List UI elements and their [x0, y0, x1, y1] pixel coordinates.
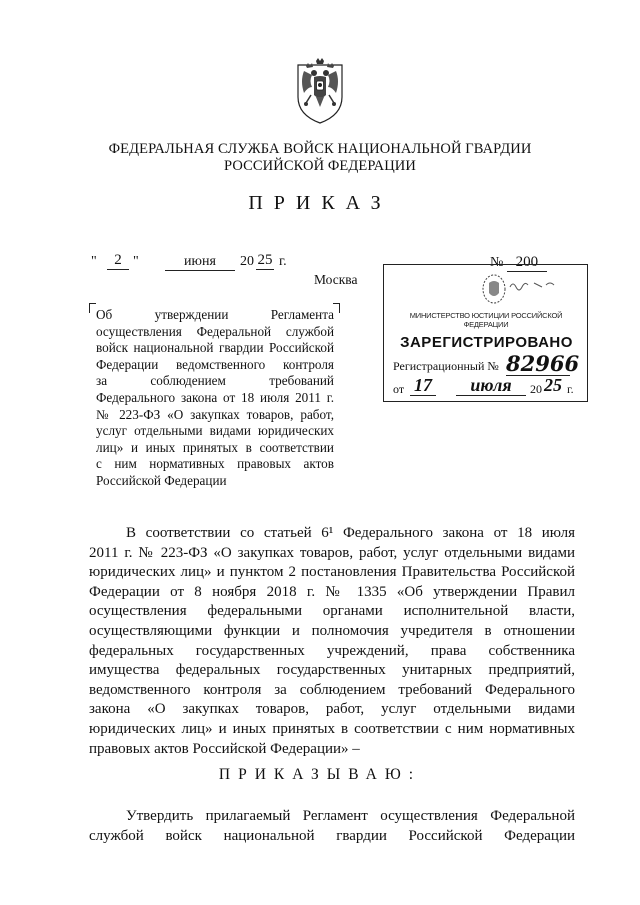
preamble-line: закона «О закупках товаров, работ, услуг отдельными видами: [89, 701, 575, 718]
stamp-date-month: июля: [456, 375, 526, 396]
subject-line: Федерального закона от 18 июля 2011 г.: [96, 389, 334, 405]
preamble-line: юридических лиц» и пунктом 2 постановления Правительства Российской: [89, 564, 575, 581]
stamp-date-year-suffix: 25: [544, 375, 562, 395]
date-year-suffix: 25: [257, 252, 273, 268]
subject-line: с ним нормативных правовых актов: [96, 456, 334, 472]
stamp-ministry: МИНИСТЕРСТВО ЮСТИЦИИ РОССИЙСКОЙ ФЕДЕРАЦИИ: [409, 311, 563, 329]
number-value: 200: [507, 254, 547, 272]
subject-line: Федерации ведомственного контроля: [96, 356, 334, 372]
number-prefix: №: [490, 255, 504, 270]
preamble-line: имущества федеральных государственных унитарных предприятий,: [89, 662, 575, 679]
subject-block: [96, 307, 334, 490]
stamp-registered: ЗАРЕГИСТРИРОВАНО: [400, 334, 573, 351]
stamp-date-day: 17: [410, 375, 436, 396]
stamp-date-prefix: от: [393, 382, 405, 396]
preamble-line: правовых актов Российской Федерации» –: [89, 740, 360, 757]
subject-line: Российской Федерации: [96, 472, 227, 488]
russian-coat-of-arms-icon: [292, 57, 348, 125]
subject-line: Об утверждении Регламента: [96, 307, 334, 322]
order-line: Утвердить прилагаемый Регламент осуществления Федеральной: [126, 808, 575, 824]
date-open-quote: ": [91, 254, 97, 269]
date-year-prefix: 20: [240, 254, 254, 269]
preamble-paragraph: [89, 524, 575, 759]
preamble-line: 2011 г. № 223-ФЗ «О закупках товаров, работ, услуг отдельными видами: [89, 544, 575, 561]
organization-name-line1: ФЕДЕРАЛЬНАЯ СЛУЖБА ВОЙСК НАЦИОНАЛЬНОЙ ГВАРДИИ: [108, 141, 532, 157]
date-month: июня: [165, 254, 235, 271]
preamble-line: В соответствии со статьей 6¹ Федерального закона от 18 июля: [126, 525, 575, 541]
order-paragraph: [89, 806, 575, 846]
stamp-date-year-mark: г.: [567, 382, 574, 396]
registration-stamp: [383, 264, 588, 402]
date-close-quote: ": [133, 254, 139, 269]
subject-corner-right: [333, 303, 340, 313]
subject-line: лиц» и иных принятых в соответствии: [96, 439, 334, 455]
preamble-line: юридических лиц» и иных принятых в соответствии с ним нормативных: [89, 720, 575, 737]
subject-line: № 223-ФЗ «О закупках товаров, работ,: [96, 406, 334, 422]
order-word: ПРИКАЗЫВАЮ:: [218, 766, 422, 783]
date-year-mark: г.: [279, 254, 287, 269]
stamp-date-year-prefix: 20: [530, 382, 542, 396]
preamble-line: осуществления федеральными органами исполнительной власти,: [89, 603, 575, 620]
stamp-reg-number: 82966: [506, 351, 580, 376]
subject-corner-left: [89, 303, 96, 313]
subject-line: услуг отдельными видами юридических: [96, 423, 334, 439]
stamp-scribble-icon: [464, 279, 574, 291]
preamble-line: ведомственного контроля за соблюдением требований Федерального: [89, 681, 575, 698]
preamble-line: Федерации от 8 ноября 2018 г. № 1335 «Об утверждении Правил: [89, 583, 575, 600]
preamble-line: осуществляющими функции и полномочия учредителя в отношении: [89, 622, 575, 639]
subject-line: осуществления Федеральной службой: [96, 323, 334, 339]
document-type-title: ПРИКАЗ: [248, 192, 392, 214]
subject-line: за соблюдением требований: [96, 373, 334, 389]
stamp-reg-label: Регистрационный №: [393, 359, 499, 373]
city: Москва: [314, 272, 358, 287]
subject-line: войск национальной гвардии Российской: [96, 340, 334, 356]
date-day: 2: [107, 252, 129, 270]
preamble-line: федеральных государственных учреждений, права собственника: [89, 642, 575, 659]
organization-name-line2: РОССИЙСКОЙ ФЕДЕРАЦИИ: [224, 158, 416, 174]
order-line: службой войск национальной гвардии Российской Федерации: [89, 828, 575, 844]
